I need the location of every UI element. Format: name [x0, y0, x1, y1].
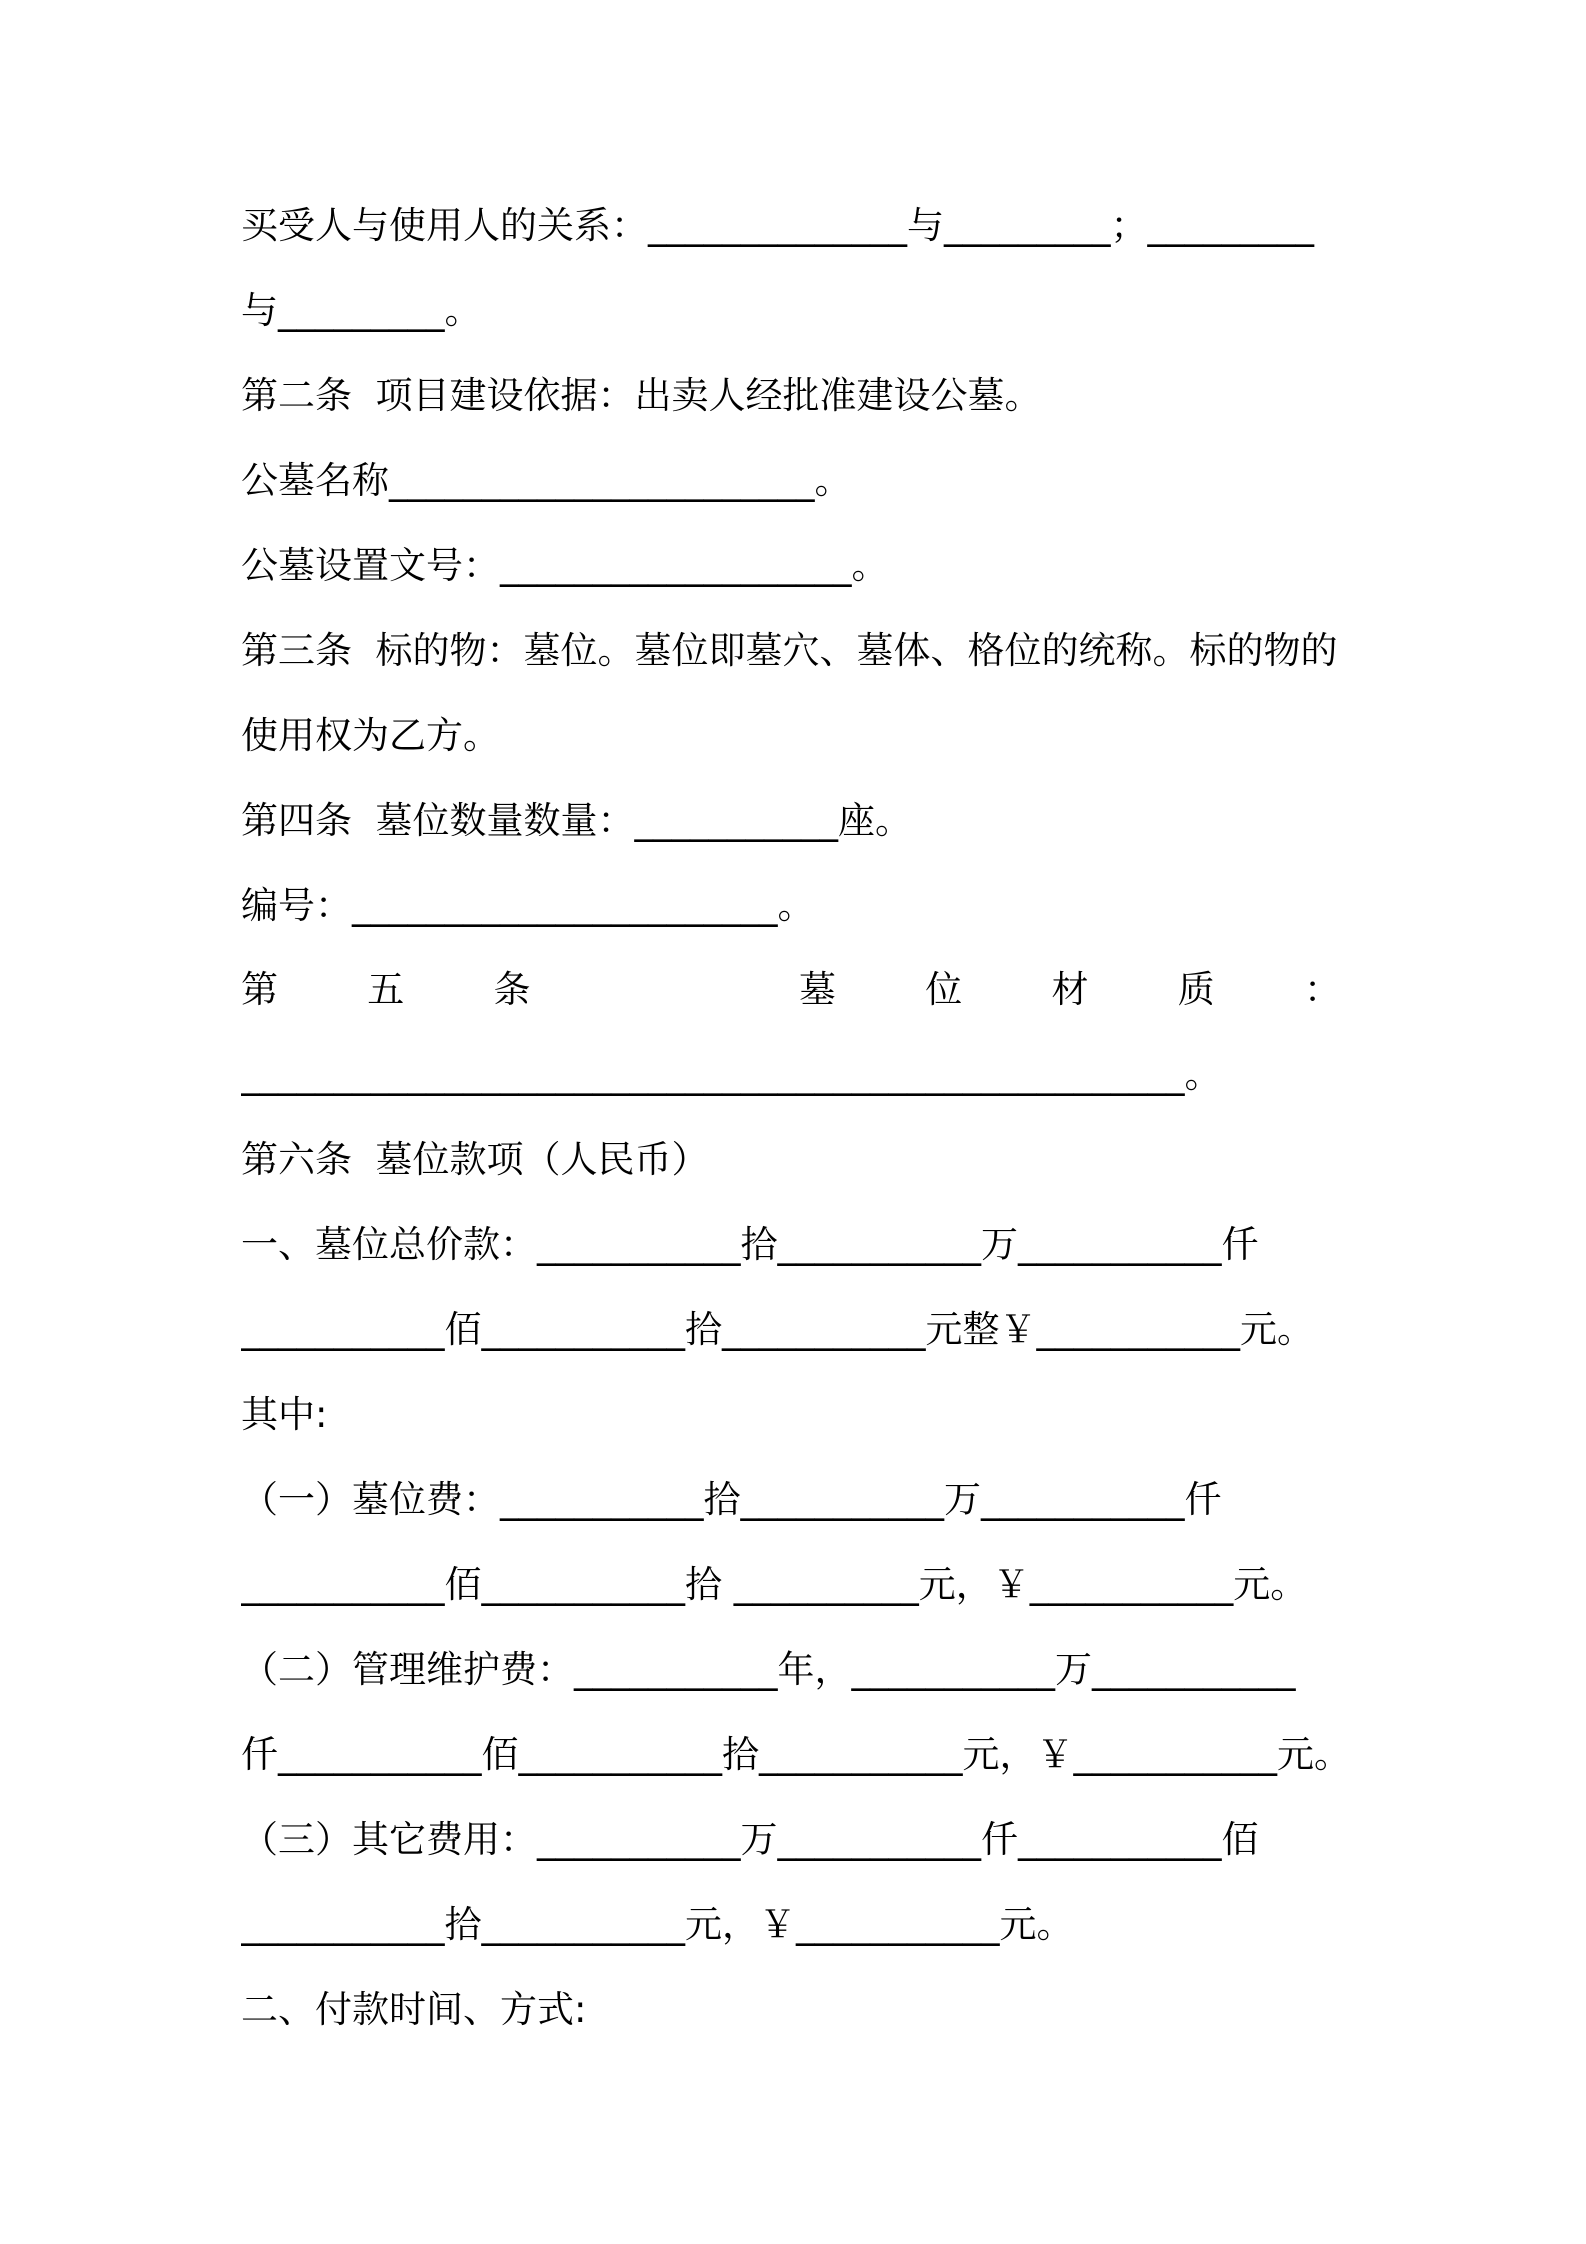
- article-5-char: 条: [493, 968, 531, 1011]
- article-6-heading: 第六条 墓位款项（人民币）: [241, 1138, 709, 1181]
- maintenance-fee-line: （二）管理维护费：___________年，___________万___________: [241, 1648, 1296, 1691]
- article-5-char: 第: [241, 968, 278, 1011]
- plot-fee-line-cont: ___________佰___________拾 __________元，￥___________元。: [241, 1563, 1308, 1606]
- buyer-user-relationship-line: 买受人与使用人的关系：______________与_________；_________: [241, 204, 1314, 247]
- material-blank-line: ___________________________________________________。: [241, 1053, 1222, 1096]
- total-price-line: 一、墓位总价款：___________拾___________万___________仟: [241, 1223, 1259, 1266]
- total-price-line-cont: ___________佰___________拾___________元整￥___________元。: [241, 1308, 1314, 1351]
- article-4-line: 第四条 墓位数量数量：___________座。: [241, 799, 913, 842]
- cemetery-name-line: 公墓名称_______________________。: [241, 459, 852, 502]
- cemetery-permit-number-line: 公墓设置文号：___________________。: [241, 544, 889, 587]
- article-5-heading: [241, 964, 1341, 1016]
- article-3-line: 第三条 标的物：墓位。墓位即墓穴、墓体、格位的统称。标的物的: [241, 629, 1338, 672]
- article-5-char: 材: [1051, 968, 1089, 1011]
- article-5-char: 质: [1177, 968, 1215, 1011]
- article-5-char: 位: [925, 968, 963, 1011]
- article-5-char: 墓: [799, 968, 836, 1011]
- serial-number-line: 编号：_______________________。: [241, 884, 815, 927]
- article-5-char: 五: [367, 968, 405, 1011]
- article-5-gap: [620, 964, 710, 1016]
- maintenance-fee-line-cont: 仟___________佰___________拾___________元，￥___________元。: [241, 1733, 1351, 1776]
- buyer-user-relationship-line-cont: 与_________。: [241, 289, 482, 332]
- of-which-label: 其中:: [241, 1393, 328, 1436]
- payment-method-heading: 二、付款时间、方式:: [241, 1988, 587, 2031]
- article-3-line-cont: 使用权为乙方。: [241, 714, 500, 757]
- other-fees-line-cont: ___________拾___________元，￥___________元。: [241, 1903, 1074, 1946]
- article-5-char: ：: [1304, 968, 1341, 1011]
- other-fees-line: （三）其它费用：___________万___________仟___________佰: [241, 1818, 1259, 1861]
- article-2-line: 第二条 项目建设依据：出卖人经批准建设公墓。: [241, 374, 1042, 417]
- plot-fee-line: （一）墓位费：___________拾___________万___________仟: [241, 1478, 1222, 1521]
